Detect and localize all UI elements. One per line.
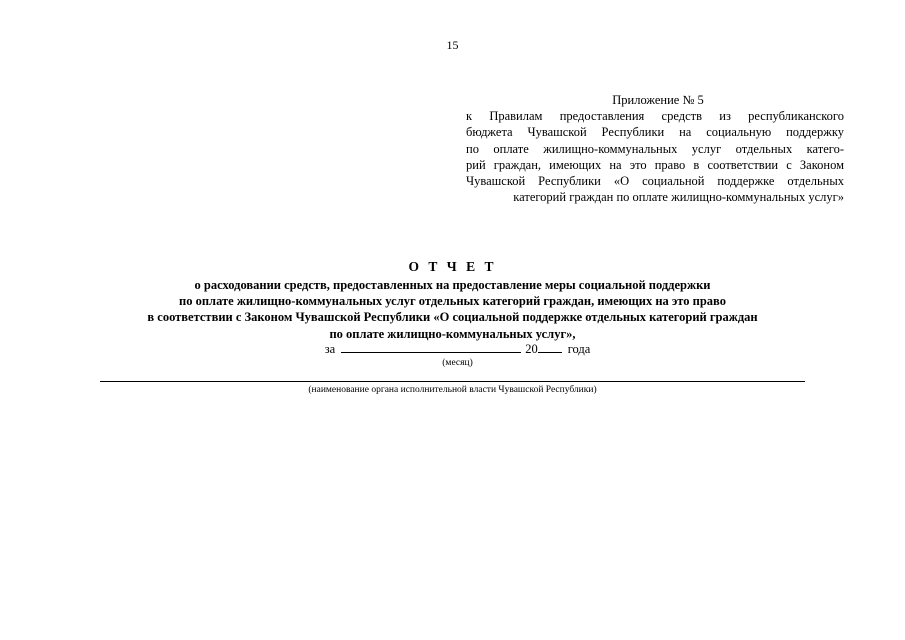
report-period xyxy=(0,341,905,357)
appendix-line: бюджета Чувашской Республики на социальную поддержку xyxy=(466,125,844,140)
month-caption: (месяц) xyxy=(442,358,473,368)
appendix-block xyxy=(466,92,844,205)
appendix-line: к Правилам предоставления средств из республиканского xyxy=(466,109,844,124)
appendix-line: рий граждан, имеющих на это право в соответствии с Законом xyxy=(466,157,844,172)
organization-caption: (наименование органа исполнительной власти Чувашской Республики) xyxy=(308,385,597,395)
report-subtitle-line: по оплате жилищно-коммунальных услуг отдельных категорий граждан, имеющих на это право xyxy=(179,294,726,309)
report-title: О Т Ч Е Т xyxy=(408,259,497,274)
report-subtitle-line: о расходовании средств, предоставленных на предоставление меры социальной поддержки xyxy=(194,278,711,292)
appendix-line: категорий граждан по оплате жилищно-коммунальных услуг» xyxy=(513,190,844,205)
period-prefix: за xyxy=(324,342,336,356)
appendix-text xyxy=(466,108,844,205)
organization-blank-field[interactable] xyxy=(100,381,805,382)
month-blank-field[interactable] xyxy=(341,341,521,353)
appendix-line: Чувашской Республики «О социальной поддержке отдельных xyxy=(466,174,844,189)
report-subtitle xyxy=(0,277,905,342)
year-suffix: года xyxy=(567,342,591,356)
report-subtitle-line: по оплате жилищно-коммунальных услуг», xyxy=(329,326,576,341)
appendix-line: по оплате жилищно-коммунальных услуг отдельных катего- xyxy=(466,141,844,156)
page-number: 15 xyxy=(446,38,459,52)
appendix-title: Приложение № 5 xyxy=(612,93,704,107)
report-subtitle-line: в соответствии с Законом Чувашской Республики «О социальной поддержке отдельных категорий граждан xyxy=(147,310,758,325)
year-prefix: 20 xyxy=(525,342,538,356)
year-blank-field[interactable] xyxy=(538,341,562,353)
